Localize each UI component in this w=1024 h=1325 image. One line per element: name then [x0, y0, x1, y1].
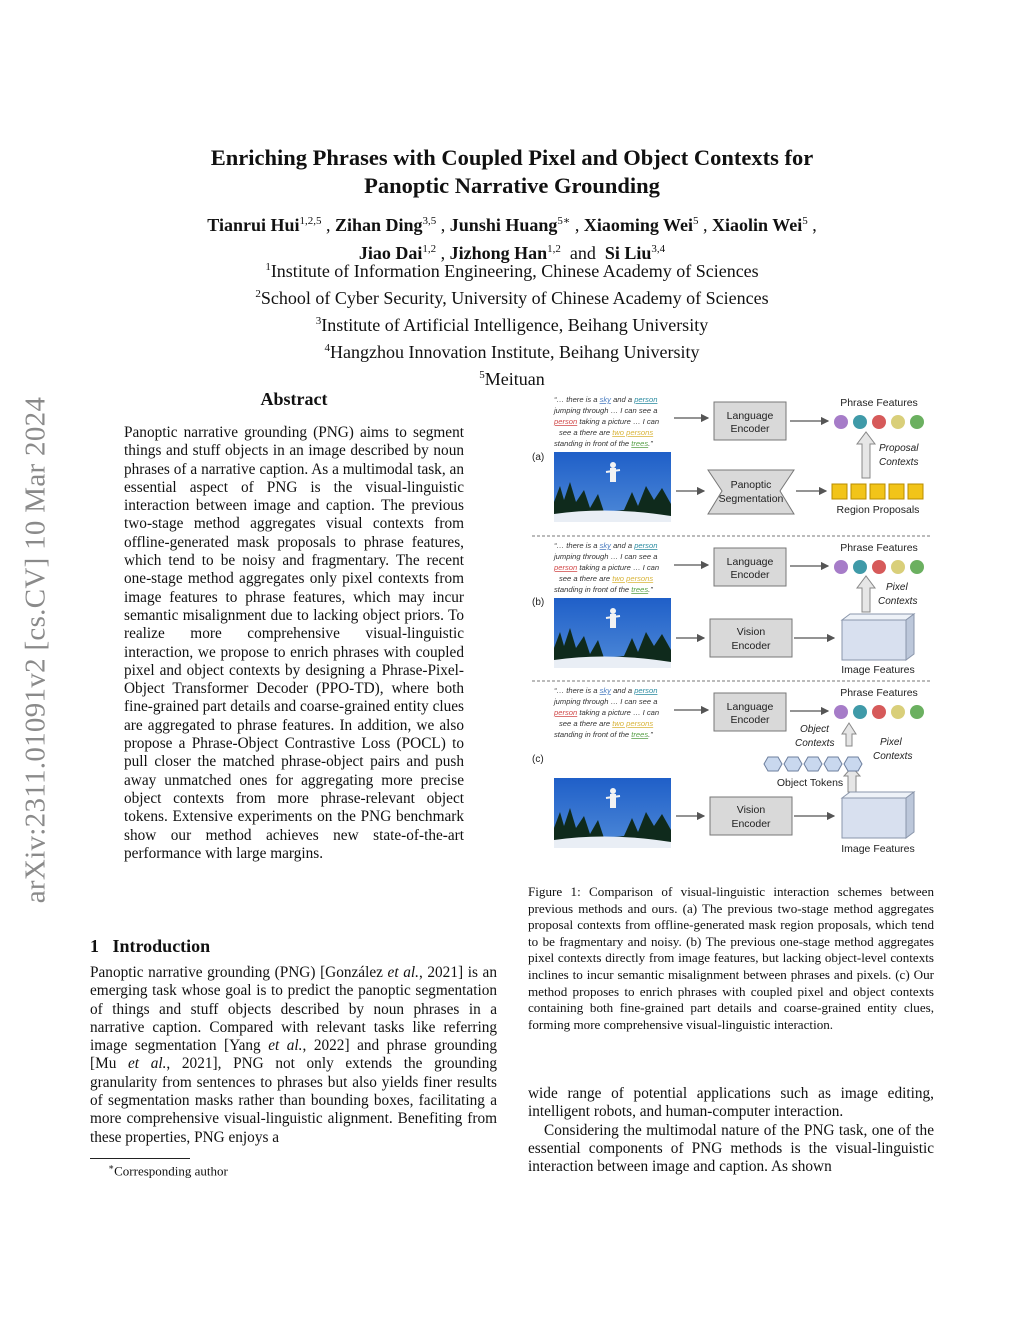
- phrase-features-label: Phrase Features: [840, 397, 918, 409]
- figure-1: [528, 390, 934, 858]
- image-features-label: Image Features: [841, 664, 915, 676]
- figure-caption: Figure 1: Comparison of visual-linguistic interaction schemes between previous methods and ours. (a) The previous two-stage method aggregates proposal contexts from offline-generated mask region proposals, which tend to be fragmentary and noisy. (b) The previous one-stage method aggregates pixel contexts directly from image features, but lacking object-level contexts inclines to incur semantic misalignment between phrases and pixels. (c) Our method proposes to enrich phrases with coupled pixel and object contexts containing both fine-grained part details and coarse-grained entity clues, forming more comprehensive visual-linguistic interaction.: [528, 884, 934, 1032]
- svg-text:Panoptic: Panoptic: [730, 479, 772, 491]
- panel-label: (b): [532, 597, 545, 608]
- caption-line: “… there is a sky and a person: [554, 395, 658, 404]
- svg-text:Encoder: Encoder: [730, 714, 770, 726]
- paragraph: Considering the multimodal nature of the PNG task, one of the essential components of PNG methods is the visual-linguistic interaction between image and caption. As shown: [528, 1121, 934, 1176]
- author-name: Xiaoming Wei: [583, 215, 694, 235]
- phrase-dot: [910, 705, 924, 719]
- svg-text:Language: Language: [726, 556, 774, 568]
- proposal-box: [870, 484, 885, 499]
- affiliation: $^3$Institute of Artificial Intelligence, Beihang University: [315, 315, 709, 335]
- affiliation: $^4$Hangzhou Innovation Institute, Beihang University: [324, 342, 700, 362]
- affiliation: $^2$School of Cyber Security, University of Chinese Academy of Sciences: [255, 288, 769, 308]
- author-list: Tianrui Hui$^{1,2,5}$ , Zihan Ding$^{3,5}$ , Junshi Huang$^{5∗}$ , Xiaoming Wei$^5$ , Xiaolin Wei$^5$ , Jiao Dai$^{1,2}$ , Jizhong Han$^{1,2}$ and Si Liu$^{3,4}$: [207, 215, 817, 263]
- phrase-dot: [910, 415, 924, 429]
- phrase-dot: [872, 560, 886, 574]
- caption-line: see a there are two persons: [559, 428, 654, 437]
- object-tokens-label: Object Tokens: [776, 777, 844, 789]
- panel-label: (a): [532, 452, 545, 463]
- phrase-dot: [853, 560, 867, 574]
- svg-text:Contexts: Contexts: [879, 457, 919, 468]
- svg-text:Encoder: Encoder: [731, 818, 771, 830]
- author-affil: 1,2: [422, 243, 437, 255]
- caption-line: person taking a picture … I can: [554, 708, 660, 717]
- title-line-1: Enriching Phrases with Coupled Pixel and Object Contexts for: [210, 145, 814, 170]
- phrase-dot: [853, 705, 867, 719]
- affiliation-list: [120, 256, 904, 391]
- arxiv-id: arXiv:2311.01091v2 [cs.CV] 10 Mar 2024: [19, 396, 52, 904]
- caption-line: see a there are two persons: [559, 574, 654, 583]
- affiliation: $^5$Meituan: [479, 369, 545, 389]
- authors-and: and: [569, 243, 596, 263]
- up-arrow: [857, 432, 875, 478]
- panel-label: (c): [532, 754, 544, 765]
- phrase-dot: [910, 560, 924, 574]
- panoptic-segmentation-box: [708, 470, 794, 514]
- up-arrow: [842, 723, 856, 746]
- panel-b: [532, 541, 924, 676]
- caption-line: standing in front of the trees.”: [554, 439, 653, 448]
- author-name: Si Liu: [604, 243, 652, 263]
- svg-text:Pixel: Pixel: [880, 737, 902, 748]
- object-token: [804, 757, 822, 771]
- phrase-dot: [834, 560, 848, 574]
- caption-line: “… there is a sky and a person: [554, 541, 658, 550]
- svg-text:Vision: Vision: [736, 804, 766, 816]
- caption-line: jumping through … I can see a: [554, 552, 658, 561]
- author-affil: 1,2: [547, 243, 561, 255]
- scene-photo: [554, 598, 671, 668]
- paper-title: [120, 144, 904, 200]
- image-features-label: Image Features: [841, 843, 915, 855]
- arxiv-sidebar-stamp: [0, 355, 72, 945]
- author-name: Junshi Huang: [449, 215, 558, 235]
- section-heading: 1 Introduction: [90, 936, 211, 956]
- svg-text:Segmentation: Segmentation: [718, 493, 784, 505]
- author-affil: 5∗: [557, 215, 571, 227]
- svg-text:Proposal: Proposal: [879, 443, 919, 454]
- proposal-box: [832, 484, 847, 499]
- up-arrow: [857, 576, 875, 612]
- image-features-block: [842, 792, 914, 838]
- proposal-box: [851, 484, 866, 499]
- svg-text:Pixel: Pixel: [886, 582, 908, 593]
- caption-line: jumping through … I can see a: [554, 697, 658, 706]
- panel-c: [532, 686, 924, 855]
- phrase-features-label: Phrase Features: [840, 687, 918, 699]
- phrase-dot: [891, 560, 905, 574]
- object-tokens: [764, 757, 862, 771]
- paragraph: wide range of potential applications such as image editing, intelligent robots, and human-computer interaction.: [528, 1085, 934, 1121]
- object-token: [764, 757, 782, 771]
- author-affil: 3,4: [651, 243, 666, 255]
- author-name: Jizhong Han: [449, 243, 548, 263]
- author-affil: 3,5: [422, 215, 437, 227]
- caption-line: person taking a picture … I can: [554, 417, 660, 426]
- object-token: [824, 757, 842, 771]
- caption-line: standing in front of the trees.”: [554, 585, 653, 594]
- svg-text:Language: Language: [726, 410, 774, 422]
- author-affil: 5: [802, 215, 808, 227]
- svg-text:Encoder: Encoder: [731, 640, 771, 652]
- svg-text:Vision: Vision: [736, 626, 766, 638]
- phrase-dot: [891, 415, 905, 429]
- phrase-features-label: Phrase Features: [840, 542, 918, 554]
- abstract-text: Panoptic narrative grounding (PNG) aims to segment things and stuff objects in an image described by noun phrases of a narrative caption. As a multimodal task, an essential aspect of PNG is the visual-linguistic interaction between image and caption. The previous two-stage method aggregates visual contexts from offline-generated mask proposals to phrase features, which tend to be noisy and fragmentary. The recent one-stage method aggregates only pixel contexts from image features to phrase features, which may incur semantic misalignment due to lacking object priors. To realize more comprehensive visual-linguistic interaction, we propose to enrich phrases with coupled pixel and object contexts by designing a Phrase-Pixel-Object Transformer Decoder (PPO-TD), where both fine-grained part details and coarse-grained entity clues are aggregated to phrase features. In addition, we also propose a Phrase-Object Contrastive Loss (POCL) to pull closer the matched phrase-object pairs and push away unmatched ones for aggregating more precise object contexts from more phrase-relevant object tokens. Extensive experiments on the PNG benchmark show our method achieves new state-of-the-art performance with large margins.: [124, 424, 464, 862]
- caption-line: jumping through … I can see a: [554, 406, 658, 415]
- svg-text:Encoder: Encoder: [730, 569, 770, 581]
- author-name: Zihan Ding: [335, 215, 423, 235]
- phrase-dot: [872, 415, 886, 429]
- footnote: ∗Corresponding author: [108, 1162, 228, 1179]
- author-name: Tianrui Hui: [207, 215, 300, 235]
- svg-text:Encoder: Encoder: [730, 423, 770, 435]
- svg-text:Language: Language: [726, 701, 774, 713]
- proposal-box: [889, 484, 904, 499]
- scene-photo: [554, 452, 671, 522]
- svg-text:Contexts: Contexts: [878, 596, 918, 607]
- author-affil: 1,2,5: [299, 215, 322, 227]
- svg-text:Object: Object: [800, 724, 829, 735]
- phrase-dot: [872, 705, 886, 719]
- object-token: [784, 757, 802, 771]
- region-proposals-label: Region Proposals: [836, 504, 920, 516]
- svg-text:Contexts: Contexts: [795, 738, 835, 749]
- right-column-body: [528, 1085, 934, 1176]
- proposal-box: [908, 484, 923, 499]
- caption-line: see a there are two persons: [559, 719, 654, 728]
- title-line-2: Panoptic Narrative Grounding: [364, 173, 660, 198]
- phrase-dot: [853, 415, 867, 429]
- caption-line: “… there is a sky and a person: [554, 686, 658, 695]
- panel-a: [532, 395, 924, 522]
- object-token: [844, 757, 862, 771]
- svg-text:Contexts: Contexts: [873, 751, 913, 762]
- scene-photo: [554, 778, 671, 848]
- abstract-heading: Abstract: [260, 389, 328, 409]
- author-name: Jiao Dai: [358, 243, 423, 263]
- author-name: Xiaolin Wei: [712, 215, 803, 235]
- phrase-dot: [891, 705, 905, 719]
- affiliation: $^1$Institute of Information Engineering, Chinese Academy of Sciences: [265, 261, 759, 281]
- phrase-dot: [834, 705, 848, 719]
- footnote-divider: [90, 1158, 190, 1159]
- phrase-dot: [834, 415, 848, 429]
- caption-line: standing in front of the trees.”: [554, 730, 653, 739]
- image-features-block: [842, 614, 914, 660]
- author-affil: 5: [693, 215, 699, 227]
- caption-line: person taking a picture … I can: [554, 563, 660, 572]
- intro-paragraph: Panoptic narrative grounding (PNG) [González et al., 2021] is an emerging task whose goal is to predict the panoptic segmentation of things and stuff objects described by noun phrases in a narrative caption. Compared with relevant tasks like referring image segmentation [Yang et al., 2022] and phrase grounding [Mu et al., 2021], PNG not only extends the grounding granularity from sentences to phrases but also yields finer results of segmentation masks rather than bounding boxes, facilitating a more comprehensive visual-linguistic alignment. Benefiting from these properties, PNG enjoys a: [90, 964, 498, 1146]
